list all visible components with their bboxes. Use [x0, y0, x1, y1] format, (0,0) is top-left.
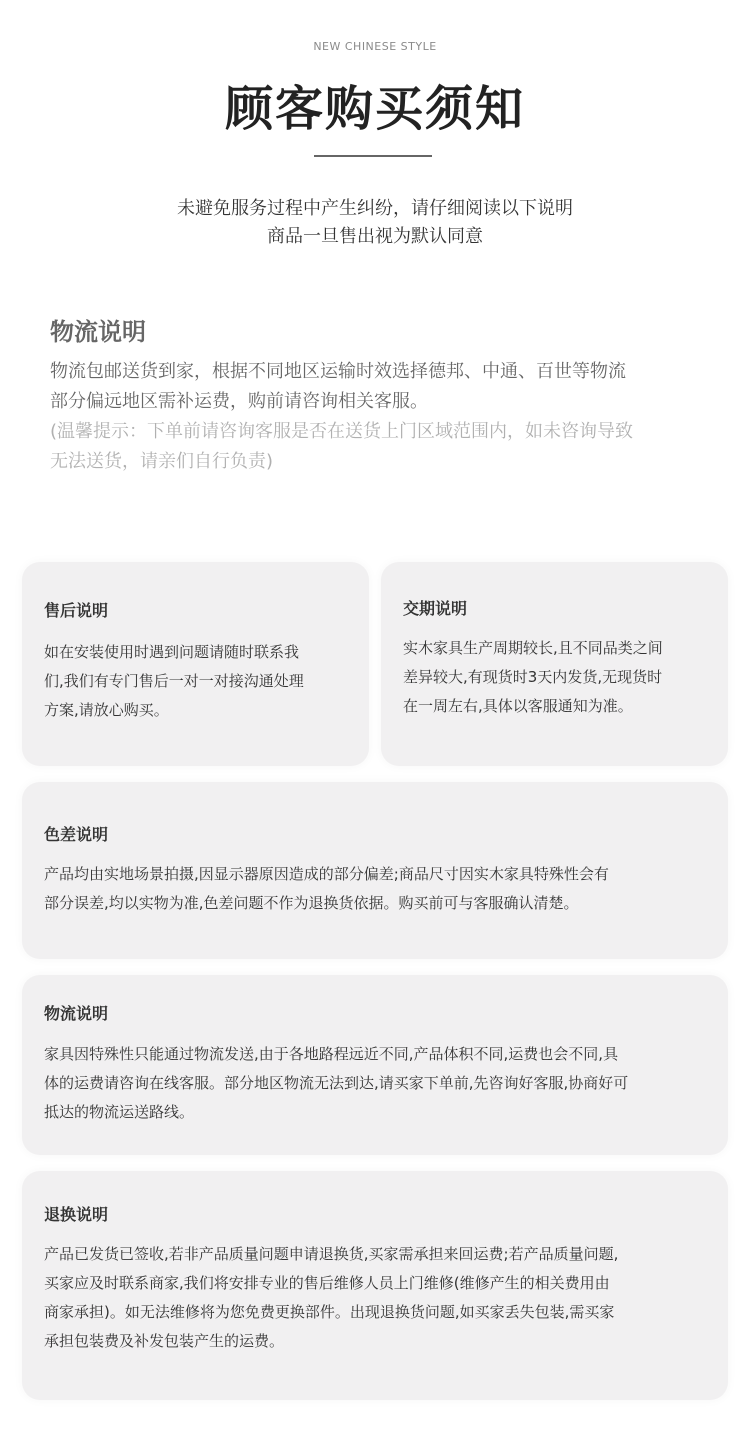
page-title: 顾客购买须知	[224, 81, 525, 137]
after-sales-line: 们,我们有专门售后一对一对接沟通处理	[44, 672, 304, 690]
shipping-line: 体的运费请咨询在线客服。部分地区物流无法到达,请买家下单前,先咨询好客服,协商好可	[44, 1074, 629, 1092]
delivery-title: 交期说明	[403, 599, 468, 618]
shipping-line: 家具因特殊性只能通过物流发送,由于各地路程远近不同,产品体积不同,运费也会不同,具	[44, 1045, 619, 1063]
delivery-line: 差异较大,有现货时3天内发货,无现货时	[403, 668, 663, 686]
returns-line: 承担包装费及补发包装产生的运费。	[44, 1332, 285, 1350]
delivery-card	[381, 562, 728, 766]
after-sales-title: 售后说明	[44, 601, 109, 620]
logistics-intro-line-1: 物流包邮送货到家，根据不同地区运输时效选择德邦、中通、百世等物流	[50, 361, 626, 382]
shipping-line: 抵达的物流运送路线。	[44, 1103, 195, 1121]
after-sales-line: 方案,请放心购买。	[44, 701, 169, 719]
returns-title: 退换说明	[44, 1205, 109, 1224]
returns-line: 产品已发货已签收,若非产品质量问题申请退换货,买家需承担来回运费;若产品质量问题,	[44, 1245, 619, 1263]
title-divider	[314, 155, 432, 157]
returns-body	[44, 1240, 618, 1356]
color-difference-title: 色差说明	[44, 825, 109, 844]
header-kicker: NEW CHINESE STYLE	[313, 40, 437, 53]
returns-card	[22, 1171, 728, 1400]
color-difference-line: 产品均由实地场景拍摄,因显示器原因造成的部分偏差;商品尺寸因实木家具特殊性会有	[44, 865, 609, 883]
color-difference-body	[44, 860, 609, 918]
logistics-note-line-2: 无法送货，请亲们自行负责)	[50, 451, 274, 472]
intro-line-2: 商品一旦售出视为默认同意	[267, 226, 483, 247]
after-sales-card	[22, 562, 369, 766]
after-sales-body	[44, 638, 304, 725]
delivery-line: 实木家具生产周期较长,且不同品类之间	[403, 639, 663, 657]
after-sales-line: 如在安装使用时遇到问题请随时联系我	[44, 643, 300, 661]
logistics-note-line-1: (温馨提示：下单前请咨询客服是否在送货上门区域范围内，如未咨询导致	[50, 421, 634, 442]
intro-line-1: 未避免服务过程中产生纠纷，请仔细阅读以下说明	[177, 198, 573, 219]
delivery-line: 在一周左右,具体以客服通知为准。	[403, 697, 633, 715]
logistics-intro-heading: 物流说明	[50, 318, 146, 346]
returns-line: 商家承担)。如无法维修将为您免费更换部件。出现退换货问题,如买家丢失包装,需买家	[44, 1303, 615, 1321]
returns-line: 买家应及时联系商家,我们将安排专业的售后维修人员上门维修(维修产生的相关费用由	[44, 1274, 610, 1292]
logistics-intro-section	[50, 312, 730, 477]
color-difference-card	[22, 782, 728, 959]
delivery-body	[403, 634, 663, 721]
shipping-body	[44, 1040, 628, 1127]
color-difference-line: 部分误差,均以实物为准,色差问题不作为退换货依据。购买前可与客服确认清楚。	[44, 894, 579, 912]
shipping-title: 物流说明	[44, 1004, 109, 1023]
logistics-intro-line-2: 部分偏远地区需补运费，购前请咨询相关客服。	[50, 391, 428, 412]
shipping-card	[22, 975, 728, 1155]
